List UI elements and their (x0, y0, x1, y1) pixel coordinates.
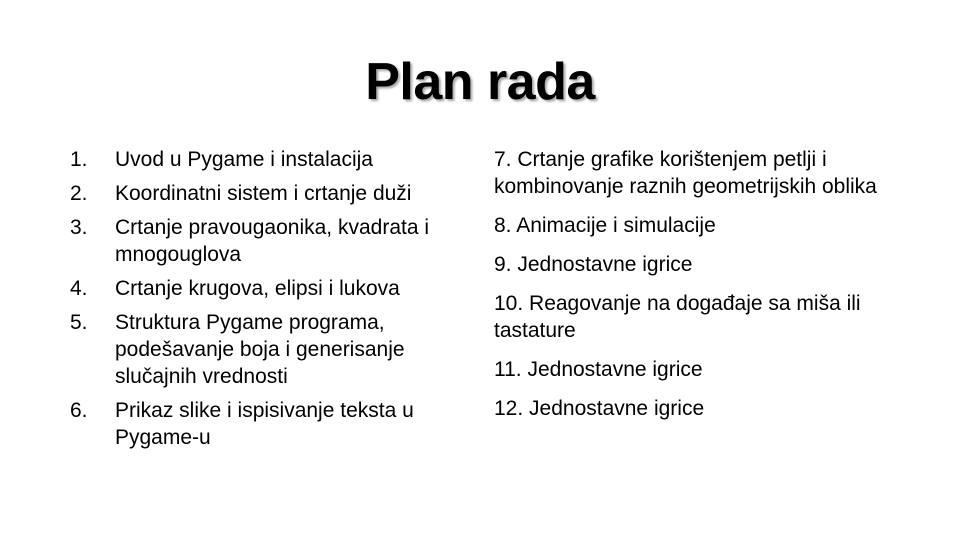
left-list (70, 146, 470, 458)
list-item: 8. Animacije i simulacije (494, 214, 716, 237)
list-item-number: 1. (70, 148, 88, 171)
list-item-number: 6. (70, 399, 88, 422)
list-item-text: Uvod u Pygame i instalacija (115, 148, 373, 171)
list-item-number: 5. (70, 311, 88, 334)
list-item: 12. Jednostavne igrice (494, 397, 705, 420)
list-item (70, 275, 470, 302)
list-item (70, 146, 470, 173)
list-item-number: 3. (70, 216, 88, 239)
list-item-text: Struktura Pygame programa, podešavanje boja i generisanje slučajnih vrednosti (115, 311, 405, 388)
list-item-number: 4. (70, 277, 88, 300)
list-item: 10. Reagovanje na događaje sa miša ili tastature (494, 292, 861, 342)
right-list (494, 146, 914, 434)
list-item (70, 214, 470, 268)
list-item: 7. Crtanje grafike korištenjem petlji i kombinovanje raznih geometrijskih oblika (494, 148, 877, 198)
list-item (70, 309, 470, 390)
list-item-number: 2. (70, 182, 88, 205)
list-item: 11. Jednostavne igrice (494, 358, 703, 381)
list-item-text: Prikaz slike i ispisivanje teksta u Pygame-u (115, 399, 414, 449)
list-item (70, 180, 470, 207)
list-item-text: Crtanje pravougaonika, kvadrata i mnogouglova (115, 216, 430, 266)
list-item-text: Crtanje krugova, elipsi i lukova (115, 277, 400, 300)
list-item: 9. Jednostavne igrice (494, 253, 693, 276)
slide-title: Plan rada (365, 53, 595, 111)
list-item (70, 397, 470, 451)
list-item-text: Koordinatni sistem i crtanje duži (115, 182, 412, 205)
